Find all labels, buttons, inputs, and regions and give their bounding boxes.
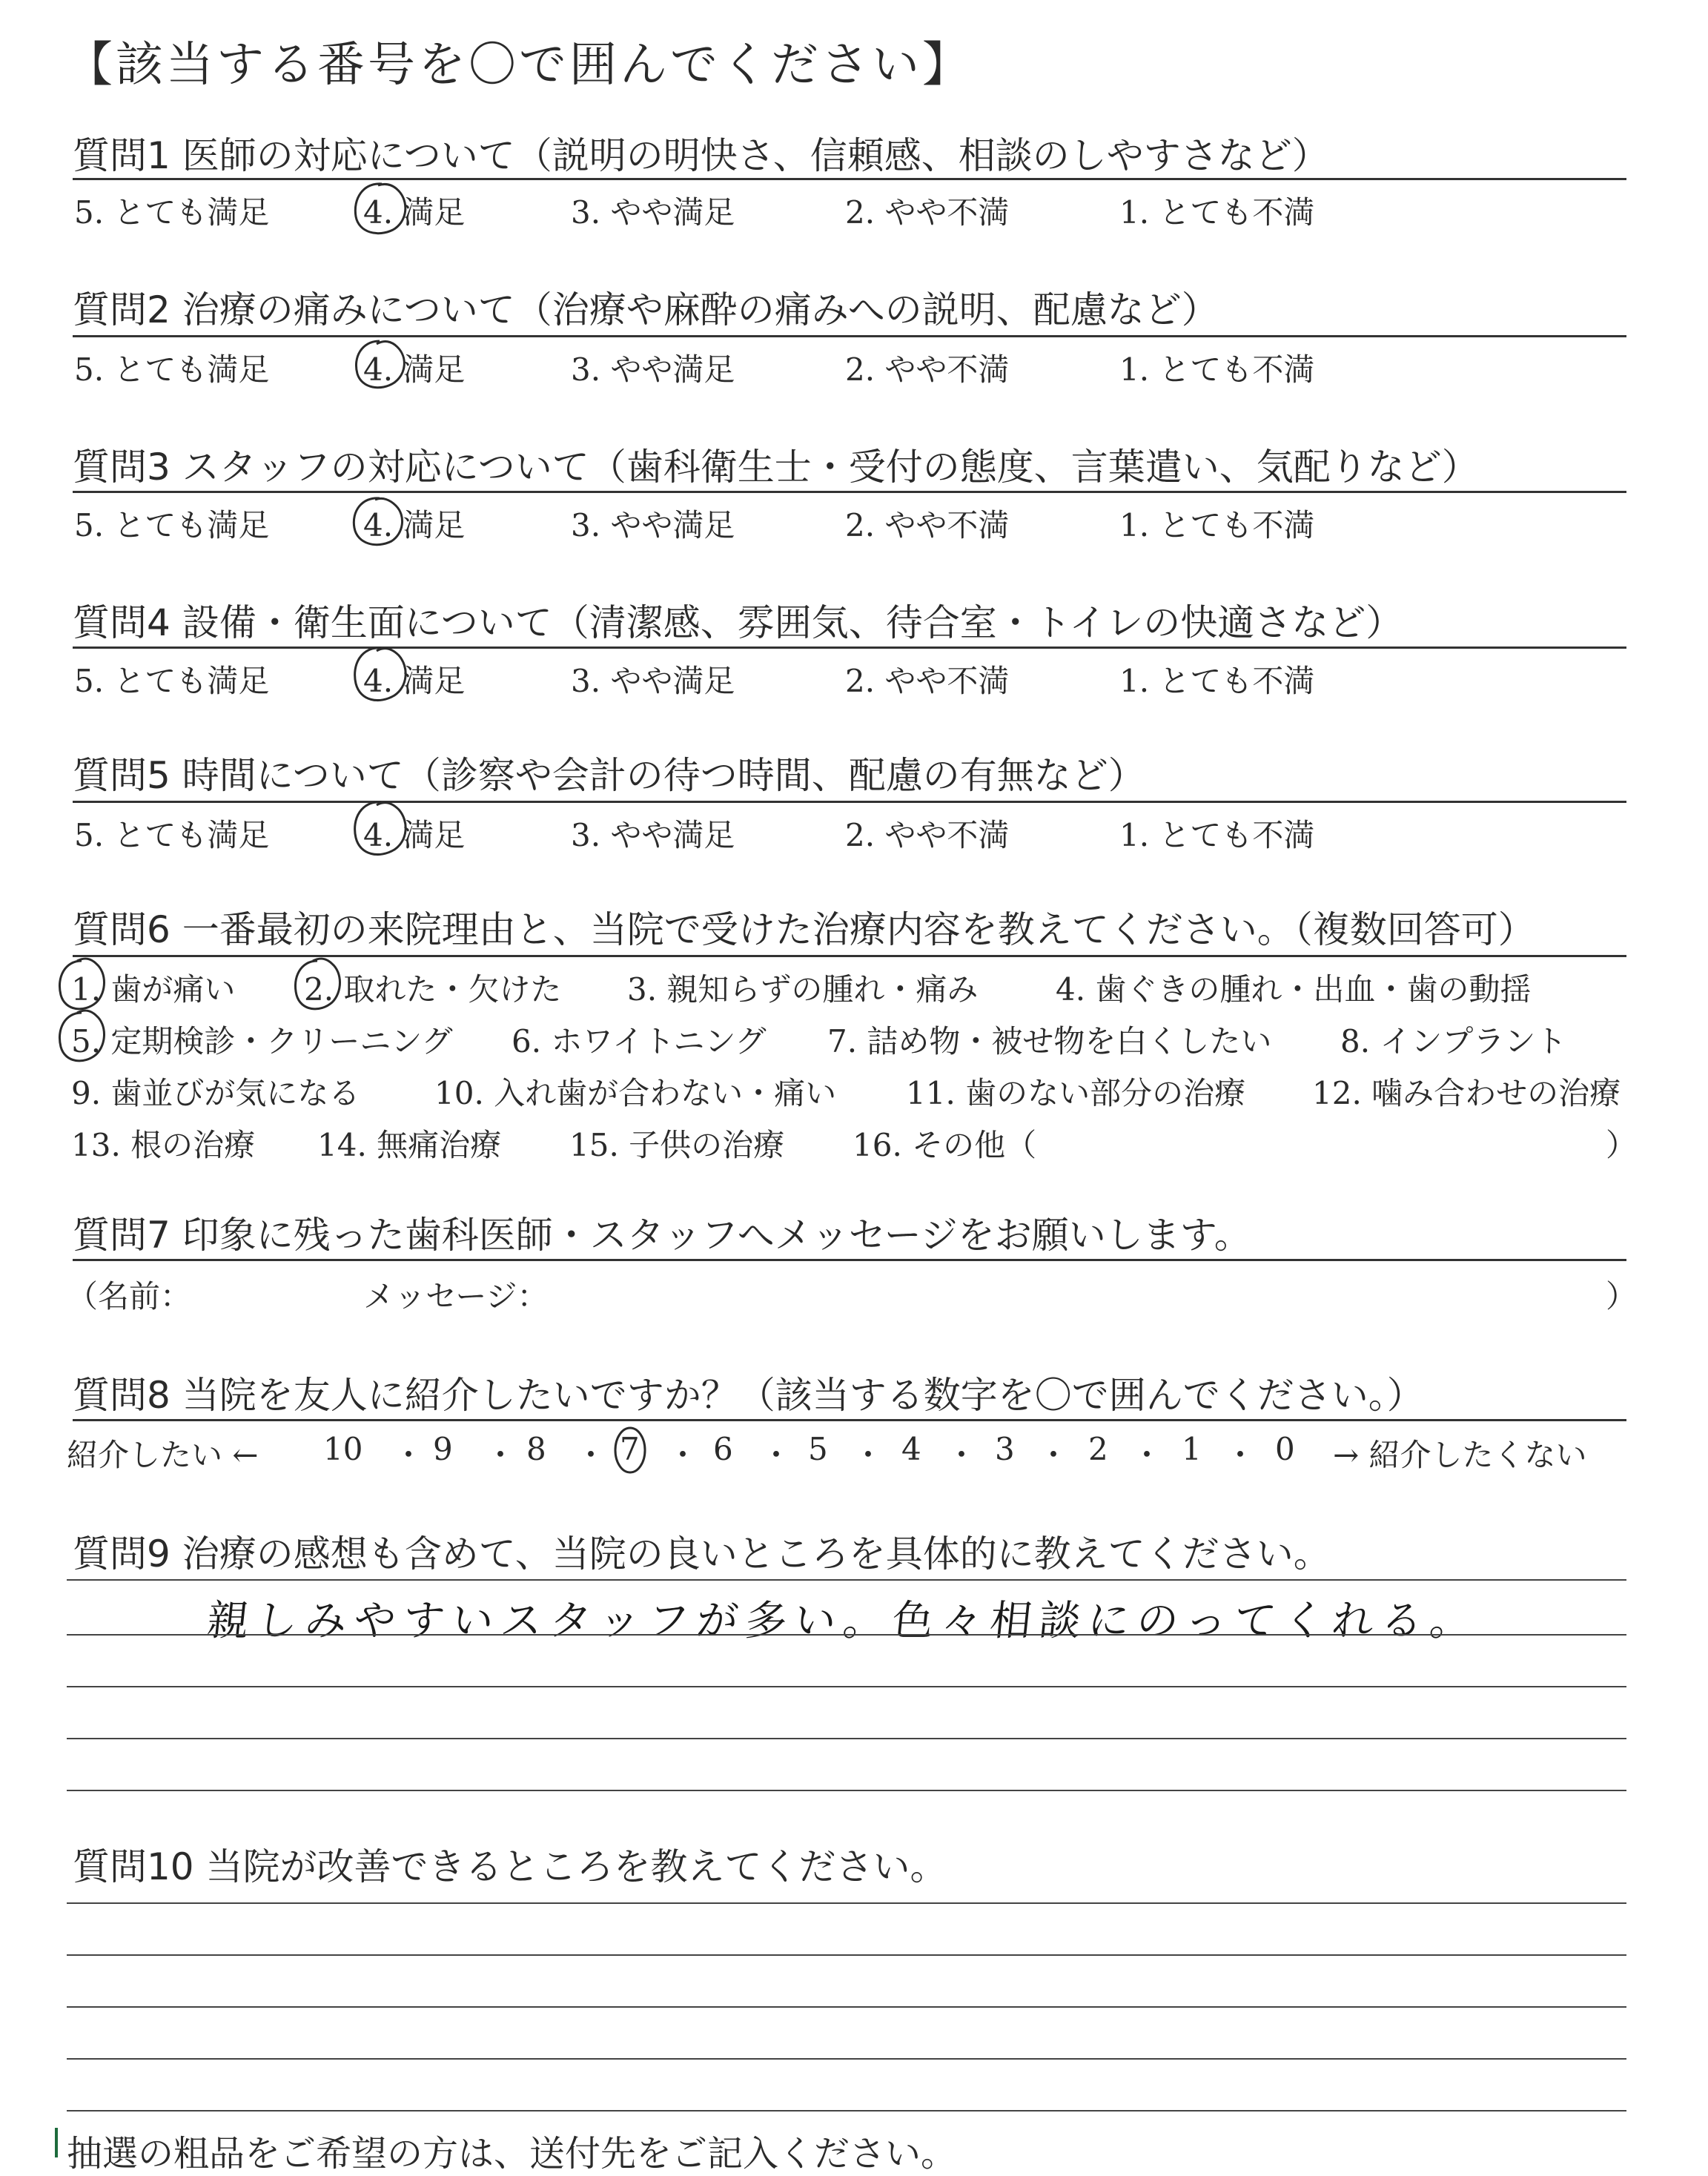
q5-option-1[interactable]: 1. とても不満 — [1119, 817, 1315, 853]
q6-option-15[interactable]: 15. 子供の治療 — [569, 1127, 785, 1163]
q8-scale-0[interactable]: 0 — [1275, 1431, 1295, 1467]
q4-option-4[interactable]: 4. 満足 — [363, 663, 466, 699]
q3-option-1[interactable]: 1. とても不満 — [1119, 507, 1315, 543]
q6-option-11[interactable]: 11. 歯のない部分の治療 — [906, 1075, 1246, 1111]
q5-option-5[interactable]: 5. とても満足 — [74, 817, 270, 853]
q6-option-16[interactable]: 16. その他（ — [853, 1127, 1037, 1163]
q6-option-14[interactable]: 14. 無痛治療 — [317, 1127, 502, 1163]
q2-option-4[interactable]: 4. 満足 — [363, 351, 466, 388]
q8-separator: ・ — [946, 1437, 978, 1473]
q7-close: ） — [1606, 1278, 1638, 1314]
question-5-title: 質問5 時間について（診察や会計の待つ時間、配慮の有無など） — [73, 754, 1145, 797]
footer-note: 抽選の粗品をご希望の方は、送付先をご記入ください。 — [67, 2133, 957, 2175]
question-9-title: 質問9 治療の感想も含めて、当院の良いところを具体的に教えてください。 — [73, 1532, 1331, 1575]
q8-scale-3[interactable]: 3 — [995, 1431, 1015, 1467]
q3-option-5[interactable]: 5. とても満足 — [74, 507, 270, 543]
q8-separator: ・ — [1131, 1437, 1163, 1473]
q8-scale-10[interactable]: 10 — [323, 1431, 363, 1467]
q7-message-label: メッセージ： — [363, 1278, 549, 1314]
q8-separator: ・ — [393, 1437, 425, 1473]
q7-name-label: （名前： — [67, 1278, 192, 1314]
question-2-title: 質問2 治療の痛みについて（治療や麻酔の痛みへの説明、配慮など） — [73, 288, 1219, 331]
page-title: 【該当する番号を〇で囲んでください】 — [65, 38, 973, 93]
question-4-title: 質問4 設備・衛生面について（清潔感、雰囲気、待合室・トイレの快適さなど） — [73, 601, 1403, 644]
question-3-title: 質問3 スタッフの対応について（歯科衛生士・受付の態度、言葉遣い、気配りなど） — [73, 446, 1479, 489]
writing-line — [67, 1790, 1626, 1791]
writing-line — [67, 1579, 1626, 1581]
q6-option-10[interactable]: 10. 入れ歯が合わない・痛い — [434, 1075, 837, 1111]
q3-option-2[interactable]: 2. やや不満 — [845, 507, 1010, 543]
q6-option-8[interactable]: 8. インプラント — [1340, 1023, 1567, 1059]
q5-option-4[interactable]: 4. 満足 — [363, 817, 466, 853]
q8-scale-8[interactable]: 8 — [526, 1431, 546, 1467]
q6-option-5[interactable]: 5. 定期検診・クリーニング — [71, 1023, 453, 1059]
q6-option-6[interactable]: 6. ホワイトニング — [512, 1023, 767, 1059]
writing-line — [67, 1686, 1626, 1687]
question-1-title: 質問1 医師の対応について（説明の明快さ、信頼感、相談のしやすさなど） — [73, 134, 1329, 177]
q8-separator: ・ — [667, 1437, 699, 1473]
q8-separator: ・ — [575, 1437, 607, 1473]
q3-option-3[interactable]: 3. やや満足 — [571, 507, 735, 543]
q8-separator: ・ — [485, 1437, 517, 1473]
q8-scale-1[interactable]: 1 — [1182, 1431, 1202, 1467]
divider — [73, 955, 1626, 957]
q1-option-4[interactable]: 4. 満足 — [363, 194, 466, 231]
q8-right-label: → 紹介したくない — [1333, 1437, 1587, 1473]
q8-scale-5[interactable]: 5 — [808, 1431, 828, 1467]
q6-option-1[interactable]: 1. 歯が痛い — [71, 971, 236, 1008]
divider — [73, 1259, 1626, 1261]
divider — [73, 335, 1626, 337]
writing-line — [67, 1634, 1626, 1636]
writing-line — [67, 1954, 1626, 1956]
q8-scale-6[interactable]: 6 — [713, 1431, 733, 1467]
q6-option-4[interactable]: 4. 歯ぐきの腫れ・出血・歯の動揺 — [1056, 971, 1532, 1008]
q1-option-3[interactable]: 3. やや満足 — [571, 194, 735, 231]
q8-separator: ・ — [1225, 1437, 1257, 1473]
q6-option-12[interactable]: 12. 噛み合わせの治療 — [1312, 1075, 1621, 1111]
q4-option-2[interactable]: 2. やや不満 — [845, 663, 1010, 699]
q9-handwritten-answer[interactable]: 親しみやすいスタッフが多い。色々相談にのってくれる。 — [205, 1597, 1482, 1645]
question-7-title: 質問7 印象に残った歯科医師・スタッフへメッセージをお願いします。 — [73, 1214, 1251, 1257]
q1-option-1[interactable]: 1. とても不満 — [1119, 194, 1315, 231]
writing-line — [67, 2006, 1626, 2008]
question-10-title: 質問10 当院が改善できるところを教えてください。 — [73, 1845, 947, 1888]
q2-option-3[interactable]: 3. やや満足 — [571, 351, 735, 388]
divider — [73, 178, 1626, 180]
question-8-title: 質問8 当院を友人に紹介したいですか？（該当する数字を〇で囲んでください。） — [73, 1374, 1424, 1417]
q8-separator: ・ — [761, 1437, 792, 1473]
q2-option-2[interactable]: 2. やや不満 — [845, 351, 1010, 388]
q3-option-4[interactable]: 4. 満足 — [363, 507, 466, 543]
q1-option-5[interactable]: 5. とても満足 — [74, 194, 270, 231]
q6-option-3[interactable]: 3. 親知らずの腫れ・痛み — [627, 971, 979, 1008]
divider — [73, 801, 1626, 803]
q6-option-13[interactable]: 13. 根の治療 — [71, 1127, 256, 1163]
divider — [73, 646, 1626, 649]
q6-option-7[interactable]: 7. 詰め物・被せ物を白くしたい — [827, 1023, 1272, 1059]
q8-separator: ・ — [853, 1437, 884, 1473]
q2-option-5[interactable]: 5. とても満足 — [74, 351, 270, 388]
q2-option-1[interactable]: 1. とても不満 — [1119, 351, 1315, 388]
q8-scale-4[interactable]: 4 — [901, 1431, 921, 1467]
divider — [73, 1419, 1626, 1421]
q5-option-2[interactable]: 2. やや不満 — [845, 817, 1010, 853]
q4-option-1[interactable]: 1. とても不満 — [1119, 663, 1315, 699]
q1-option-2[interactable]: 2. やや不満 — [845, 194, 1010, 231]
q8-separator: ・ — [1038, 1437, 1070, 1473]
q8-scale-7[interactable]: 7 — [620, 1431, 640, 1467]
q4-option-5[interactable]: 5. とても満足 — [74, 663, 270, 699]
q6-option-9[interactable]: 9. 歯並びが気になる — [71, 1075, 360, 1111]
q6-option-2[interactable]: 2. 取れた・欠けた — [304, 971, 562, 1008]
question-6-title: 質問6 一番最初の来院理由と、当院で受けた治療内容を教えてください。（複数回答可） — [73, 908, 1535, 951]
divider — [73, 491, 1626, 493]
q5-option-3[interactable]: 3. やや満足 — [571, 817, 735, 853]
writing-line — [67, 1902, 1626, 1904]
writing-line — [67, 2058, 1626, 2060]
q8-scale-9[interactable]: 9 — [433, 1431, 453, 1467]
q4-option-3[interactable]: 3. やや満足 — [571, 663, 735, 699]
writing-line — [67, 2110, 1626, 2111]
q8-scale-2[interactable]: 2 — [1088, 1431, 1108, 1467]
q8-left-label: 紹介したい ← — [67, 1437, 259, 1473]
q6-other-close: ） — [1606, 1127, 1638, 1163]
writing-line — [67, 1738, 1626, 1739]
